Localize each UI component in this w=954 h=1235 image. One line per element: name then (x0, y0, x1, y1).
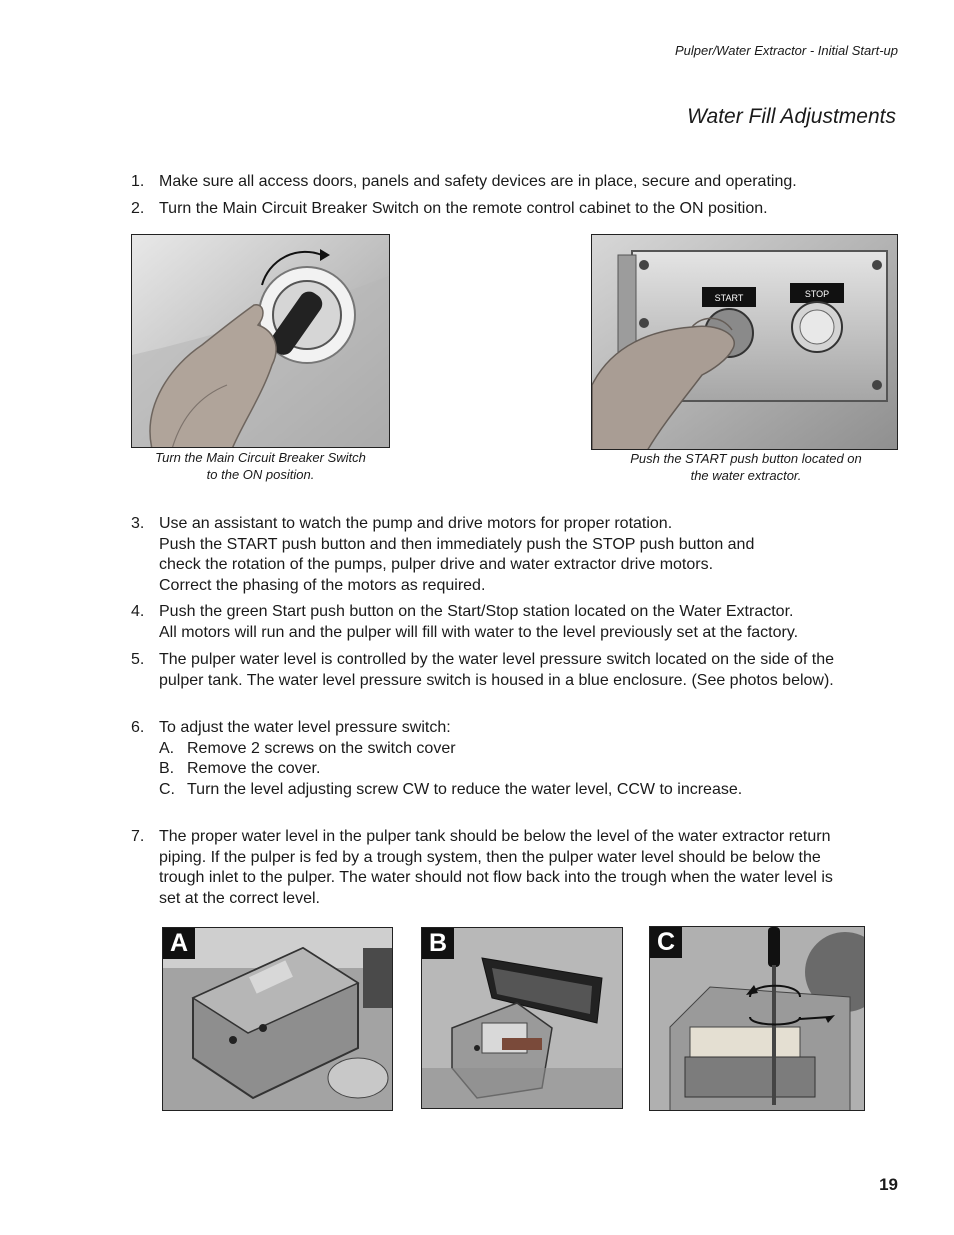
photo-label-c: C (650, 927, 682, 958)
step-6 (131, 718, 901, 800)
step-number: 7. (131, 828, 145, 845)
step-text: Use an assistant to watch the pump and drive motors for proper rotation. (159, 515, 673, 532)
stop-label: STOP (804, 289, 830, 299)
switch-cover-illustration (163, 928, 393, 1111)
step-number: 6. (131, 719, 145, 736)
photo-a-switch-cover (162, 927, 393, 1111)
substep-letter: A. (159, 739, 175, 757)
step-number: 4. (131, 603, 145, 620)
photo-label-a: A (163, 928, 195, 959)
photo-b-cover-removed (421, 927, 623, 1109)
step-text: Turn the Main Circuit Breaker Switch on the remote control cabinet to the ON position. (159, 200, 768, 217)
page-number: 19 (879, 1175, 898, 1194)
step-text: The proper water level in the pulper tank should be below the level of the water extractor return (159, 828, 831, 845)
step-text: Push the START push button and then immediately push the STOP push button and (159, 535, 755, 553)
substep-letter: B. (159, 760, 175, 777)
step-text: Make sure all access doors, panels and safety devices are in place, secure and operating. (159, 173, 797, 190)
substep-text: Remove the cover. (187, 760, 321, 777)
start-stop-illustration (592, 235, 898, 450)
substep-b (159, 759, 901, 780)
step-text: Push the green Start push button on the Start/Stop station located on the Water Extractor. (159, 603, 794, 620)
photo-start-stop-station (591, 234, 898, 450)
breaker-switch-illustration (132, 235, 390, 448)
adjusting-screw-illustration (650, 927, 865, 1111)
step-3 (131, 514, 901, 596)
step-number: 1. (131, 173, 145, 190)
step-text: trough inlet to the pulper. The water should not flow back into the trough when the water level is (159, 869, 833, 886)
step-text: The pulper water level is controlled by the water level pressure switch located on the side of the (159, 651, 835, 668)
caption-start-stop (591, 450, 901, 484)
photo-label-b: B (422, 928, 454, 959)
step-2 (131, 199, 901, 220)
step-text: Correct the phasing of the motors as required. (159, 576, 486, 594)
photo-c-adjusting-screw (649, 926, 865, 1111)
step-text: piping. If the pulper is fed by a trough system, then the pulper water level should be below the (159, 848, 821, 866)
step-text: All motors will run and the pulper will fill with water to the level previously set at the factory. (159, 623, 799, 641)
step-number: 3. (131, 515, 145, 532)
step-number: 5. (131, 651, 145, 668)
step-1 (131, 172, 901, 193)
step-text: set at the correct level. (159, 889, 320, 907)
caption-breaker-switch (131, 449, 390, 483)
caption-line: the water extractor. (690, 468, 802, 483)
step-4 (131, 602, 901, 643)
section-title: Water Fill Adjustments (687, 105, 896, 128)
step-text: pulper tank. The water level pressure switch is housed in a blue enclosure. (See photos below). (159, 671, 834, 689)
caption-line: Push the START push button located on (630, 451, 862, 466)
step-number: 2. (131, 200, 145, 217)
step-7 (131, 827, 901, 909)
caption-line: Turn the Main Circuit Breaker Switch (155, 450, 366, 465)
substep-c (159, 780, 901, 801)
substep-a (159, 739, 901, 760)
substep-letter: C. (159, 780, 175, 798)
running-header: Pulper/Water Extractor - Initial Start-up (674, 43, 898, 58)
step-text: To adjust the water level pressure switch: (159, 719, 451, 736)
substep-text: Remove 2 screws on the switch cover (187, 739, 456, 757)
start-label: START (714, 293, 744, 303)
substep-text: Turn the level adjusting screw CW to reduce the water level, CCW to increase. (187, 780, 743, 798)
step-5 (131, 650, 901, 691)
caption-line: to the ON position. (206, 467, 315, 482)
step-text: check the rotation of the pumps, pulper drive and water extractor drive motors. (159, 556, 714, 573)
photo-breaker-switch (131, 234, 390, 448)
